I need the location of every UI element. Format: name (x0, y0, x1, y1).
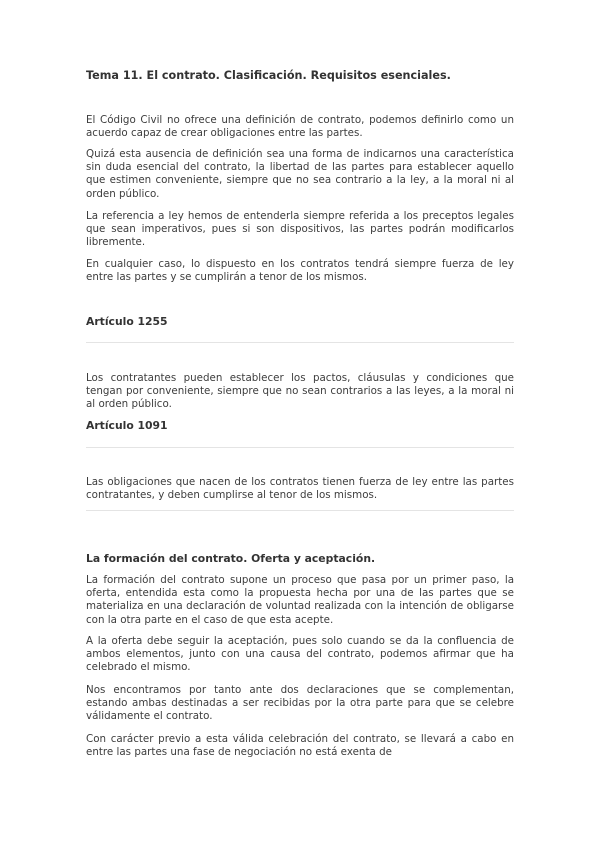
formation-paragraph-4: Con carácter previo a esta válida celebración del contrato, se llevará a cabo en entre las partes una fase de negociación no está exenta de (86, 733, 514, 759)
article-1255-text: Los contratantes pueden establecer los pactos, cláusulas y condiciones que tengan por conveniente, siempre que no sean contrarios a las leyes, a la moral ni al orden público. (86, 372, 514, 411)
article-1091-heading: Artículo 1091 (86, 419, 168, 432)
divider (86, 510, 514, 511)
formation-heading: La formación del contrato. Oferta y aceptación. (86, 552, 376, 565)
article-1091-text: Las obligaciones que nacen de los contratos tienen fuerza de ley entre las partes contratantes, y deben cumplirse al tenor de los mismos. (86, 476, 514, 502)
article-1255-heading: Artículo 1255 (86, 315, 168, 328)
formation-paragraph-1: La formación del contrato supone un proceso que pasa por un primer paso, la oferta, entendida esta como la propuesta hecha por una de las partes que se materializa en una declaración de voluntad realizada con la intención de obligarse con la otra parte en el caso de que esta acepte. (86, 574, 514, 626)
divider (86, 342, 514, 343)
intro-paragraph-1: El Código Civil no ofrece una definición de contrato, podemos definirlo como un acuerdo capaz de crear obligaciones entre las partes. (86, 114, 514, 140)
intro-paragraph-4: En cualquier caso, lo dispuesto en los contratos tendrá siempre fuerza de ley entre las partes y se cumplirán a tenor de los mismos. (86, 258, 514, 284)
divider (86, 447, 514, 448)
intro-paragraph-3: La referencia a ley hemos de entenderla siempre referida a los preceptos legales que sean imperativos, pues si son dispositivos, las partes podrán modificarlos libremente. (86, 210, 514, 249)
document-title: Tema 11. El contrato. Clasificación. Requisitos esenciales. (86, 69, 451, 82)
formation-paragraph-2: A la oferta debe seguir la aceptación, pues solo cuando se da la confluencia de ambos elementos, junto con una causa del contrato, podemos afirmar que ha celebrado el mismo. (86, 635, 514, 674)
intro-paragraph-2: Quizá esta ausencia de definición sea una forma de indicarnos una característica sin duda esencial del contrato, la libertad de las partes para establecer aquello que estimen conveniente, siempre que no sea contrario a la ley, a la moral ni al orden público. (86, 148, 514, 200)
formation-paragraph-3: Nos encontramos por tanto ante dos declaraciones que se complementan, estando ambas destinadas a ser recibidas por la otra parte para que se celebre válidamente el contrato. (86, 684, 514, 723)
